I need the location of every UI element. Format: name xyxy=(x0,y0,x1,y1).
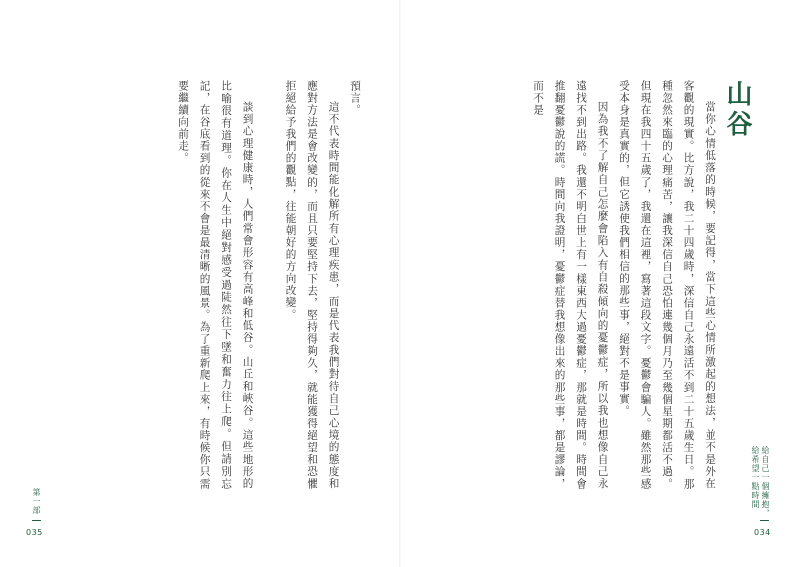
paragraph: 當你心情低落的時候，要記得，當下這些心情所激起的想法，並不是外在客觀的現實。比方說，我二十四歲時，深信自己永遠活不到二十五歲生日。那種忽然來臨的心理痛苦，讓我深信自己恐怕連幾個月乃至幾個星期都活不過。但現在我四十五歲了，我還在這裡，寫著這段文字。憂鬱會騙人。雖然那些感受本身是真實的，但它誘使我們相信的那些事，絕對不是事實。 xyxy=(618,80,716,490)
paragraph: 預言。 xyxy=(349,80,361,117)
page-number-right: 034 xyxy=(754,528,771,537)
left-page-body xyxy=(160,80,365,490)
page-number-left: 035 xyxy=(26,528,43,537)
running-head-line: 給希望一點時間 xyxy=(751,446,760,509)
paragraph: 這不代表時間能化解所有心理疾患，而是代表我們對待自己心境的態度和應對方法是會改變的，而且只要堅持下去，堅持得夠久，就能獲得絕望和恐懼拒絕給予我們的觀點，往能朝好的方向改變。 xyxy=(284,80,340,490)
gutter xyxy=(399,0,401,567)
folio-dash xyxy=(760,520,769,521)
paragraph: 談到心理健康時，人們常會形容有高峰和低谷。山丘和峽谷。這些地形的比喻很有道理。你在人生中絕對感受過陡然往下墜和奮力往上爬。但請別忘記，在谷底看到的從來不會是最清晰的風景。為了重新爬上來，有時候你只需要繼續向前走。 xyxy=(177,80,254,490)
folio-dash xyxy=(32,520,41,521)
running-head-right xyxy=(750,446,770,518)
running-head-line: 給自己一個擁抱， xyxy=(761,446,770,518)
paragraph: 因為我不了解自己怎麼會陷入有自殺傾向的憂鬱症，所以我也想像自己永遠找不到出路。我還不明白世上有一樣東西大過憂鬱症，那就是時間。時間會推翻憂鬱說的謊。時間向我證明，憂鬱症替我想像出來的那些事，都是謬論，而不是 xyxy=(532,80,609,490)
chapter-title: 山谷 xyxy=(722,80,752,140)
running-head-left: 第一部 xyxy=(32,488,41,515)
right-page-body xyxy=(495,80,720,490)
